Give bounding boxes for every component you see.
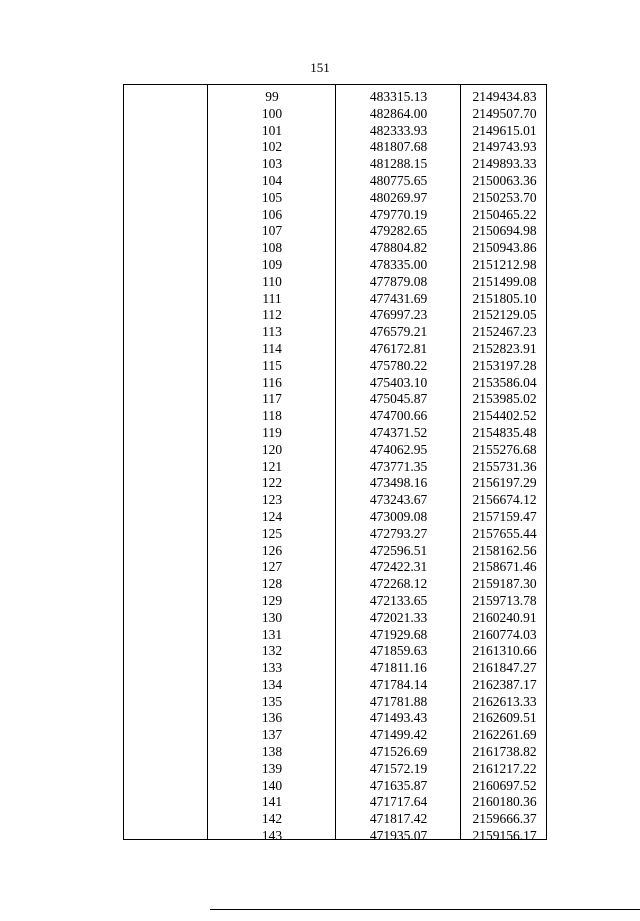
x-coordinate-cell: 477431.69	[369, 290, 428, 306]
y-coordinate-cell: 2149615.01	[472, 122, 537, 138]
y-coordinate-cell: 2154835.48	[472, 424, 537, 440]
y-coordinate-cell: 2159666.37	[472, 811, 537, 827]
x-coordinate-cell: 471817.42	[369, 811, 428, 827]
y-coordinate-cell: 2161847.27	[472, 660, 537, 676]
y-coordinate-cell: 2152823.91	[472, 340, 537, 356]
point-number-cell: 140	[261, 777, 283, 793]
x-coordinate-cell: 474062.95	[369, 441, 428, 457]
point-number-cell: 120	[261, 441, 283, 457]
point-number-cell: 136	[261, 710, 283, 726]
x-coordinate-cell: 478335.00	[369, 256, 428, 272]
y-coordinate-cell: 2159156.17	[472, 828, 537, 844]
y-coordinate-cell: 2162261.69	[472, 727, 537, 743]
point-number-cell: 104	[261, 172, 283, 188]
table-row	[124, 509, 546, 526]
page-number: 151	[310, 60, 330, 75]
point-number-cell: 107	[261, 223, 283, 239]
point-number-cell: 111	[262, 290, 282, 306]
y-coordinate-cell: 2151212.98	[472, 256, 537, 272]
point-number-cell: 126	[261, 542, 283, 558]
y-coordinate-cell: 2151805.10	[472, 290, 537, 306]
table-row	[124, 744, 546, 761]
point-number-cell: 99	[265, 89, 279, 104]
table-row	[124, 89, 546, 106]
point-number-cell: 125	[261, 525, 283, 541]
table-row	[124, 543, 546, 560]
table-row	[124, 274, 546, 291]
x-coordinate-cell: 472422.31	[369, 559, 428, 575]
table-body	[124, 89, 546, 845]
table-row	[124, 677, 546, 694]
point-number-cell: 114	[262, 340, 282, 356]
y-coordinate-cell: 2159713.78	[472, 592, 537, 608]
table-row	[124, 324, 546, 341]
x-coordinate-cell: 473243.67	[369, 492, 428, 508]
table-row	[124, 761, 546, 778]
x-coordinate-cell: 475403.10	[369, 374, 428, 390]
x-coordinate-cell: 476579.21	[369, 324, 428, 340]
x-coordinate-cell: 477879.08	[369, 273, 428, 289]
table-row	[124, 694, 546, 711]
y-coordinate-cell: 2153586.04	[472, 374, 537, 390]
table-row	[124, 358, 546, 375]
point-number-cell: 115	[262, 357, 282, 373]
x-coordinate-cell: 471859.63	[369, 643, 428, 659]
table-row	[124, 459, 546, 476]
table-row	[124, 375, 546, 392]
x-coordinate-cell: 483315.13	[369, 89, 428, 104]
y-coordinate-cell: 2149507.70	[472, 105, 537, 121]
point-number-cell: 141	[261, 794, 283, 810]
point-number-cell: 127	[261, 559, 283, 575]
point-number-cell: 130	[261, 609, 283, 625]
y-coordinate-cell: 2150943.86	[472, 240, 537, 256]
point-number-cell: 103	[261, 156, 283, 172]
table-row	[124, 475, 546, 492]
x-coordinate-cell: 472268.12	[369, 576, 428, 592]
x-coordinate-cell: 471572.19	[369, 760, 428, 776]
table-row	[124, 173, 546, 190]
x-coordinate-cell: 471717.64	[369, 794, 428, 810]
table-row	[124, 291, 546, 308]
table-row	[124, 123, 546, 140]
y-coordinate-cell: 2162387.17	[472, 676, 537, 692]
point-number-cell: 117	[262, 391, 282, 407]
point-number-cell: 108	[261, 240, 283, 256]
x-coordinate-cell: 476172.81	[369, 340, 428, 356]
y-coordinate-cell: 2150063.36	[472, 172, 537, 188]
y-coordinate-cell: 2155276.68	[472, 441, 537, 457]
y-coordinate-cell: 2149743.93	[472, 139, 537, 155]
point-number-cell: 138	[261, 744, 283, 760]
x-coordinate-cell: 472596.51	[369, 542, 428, 558]
x-coordinate-cell: 474371.52	[369, 424, 428, 440]
table-row	[124, 106, 546, 123]
y-coordinate-cell: 2157655.44	[472, 525, 537, 541]
table-row	[124, 660, 546, 677]
table-row	[124, 778, 546, 795]
x-coordinate-cell: 471935.07	[369, 828, 428, 844]
point-number-cell: 131	[261, 626, 283, 642]
y-coordinate-cell: 2155731.36	[472, 458, 537, 474]
y-coordinate-cell: 2158671.46	[472, 559, 537, 575]
y-coordinate-cell: 2153985.02	[472, 391, 537, 407]
x-coordinate-cell: 479282.65	[369, 223, 428, 239]
point-number-cell: 105	[261, 189, 283, 205]
point-number-cell: 124	[261, 508, 283, 524]
y-coordinate-cell: 2152467.23	[472, 324, 537, 340]
x-coordinate-cell: 471784.14	[369, 676, 428, 692]
table-row	[124, 391, 546, 408]
y-coordinate-cell: 2149893.33	[472, 156, 537, 172]
y-coordinate-cell: 2160180.36	[472, 794, 537, 810]
x-coordinate-cell: 475780.22	[369, 357, 428, 373]
y-coordinate-cell: 2156674.12	[472, 492, 537, 508]
table-row	[124, 190, 546, 207]
x-coordinate-cell: 471493.43	[369, 710, 428, 726]
point-number-cell: 133	[261, 660, 283, 676]
point-number-cell: 110	[262, 273, 282, 289]
point-number-cell: 116	[262, 374, 282, 390]
x-coordinate-cell: 471929.68	[369, 626, 428, 642]
table-row	[124, 408, 546, 425]
table-row	[124, 223, 546, 240]
x-coordinate-cell: 471811.16	[370, 660, 427, 676]
point-number-cell: 137	[261, 727, 283, 743]
x-coordinate-cell: 476997.23	[369, 307, 428, 323]
x-coordinate-cell: 482333.93	[369, 122, 428, 138]
coordinate-table	[123, 84, 547, 844]
point-number-cell: 112	[262, 307, 282, 323]
y-coordinate-cell: 2156197.29	[472, 475, 537, 491]
table-row	[124, 207, 546, 224]
x-coordinate-cell: 471499.42	[369, 727, 428, 743]
y-coordinate-cell: 2151499.08	[472, 273, 537, 289]
point-number-cell: 129	[261, 592, 283, 608]
y-coordinate-cell: 2157159.47	[472, 508, 537, 524]
table-row	[124, 526, 546, 543]
point-number-cell: 134	[261, 676, 283, 692]
table-row	[124, 610, 546, 627]
x-coordinate-cell: 481288.15	[369, 156, 428, 172]
y-coordinate-cell: 2160774.03	[472, 626, 537, 642]
point-number-cell: 113	[262, 324, 282, 340]
y-coordinate-cell: 2159187.30	[472, 576, 537, 592]
x-coordinate-cell: 473498.16	[369, 475, 428, 491]
table-row	[124, 240, 546, 257]
y-coordinate-cell: 2162613.33	[472, 693, 537, 709]
table-row	[124, 341, 546, 358]
y-coordinate-cell: 2161310.66	[472, 643, 537, 659]
y-coordinate-cell: 2150465.22	[472, 206, 537, 222]
table-row	[124, 559, 546, 576]
table-row	[124, 727, 546, 744]
x-coordinate-cell: 471781.88	[369, 693, 428, 709]
point-number-cell: 123	[261, 492, 283, 508]
table-row	[124, 257, 546, 274]
table-row	[124, 811, 546, 828]
point-number-cell: 106	[261, 206, 283, 222]
x-coordinate-cell: 472021.33	[369, 609, 428, 625]
y-coordinate-cell: 2161217.22	[472, 760, 537, 776]
y-coordinate-cell: 2150694.98	[472, 223, 537, 239]
y-coordinate-cell: 2162609.51	[472, 710, 537, 726]
table-row	[124, 710, 546, 727]
x-coordinate-cell: 475045.87	[369, 391, 428, 407]
x-coordinate-cell: 471635.87	[369, 777, 428, 793]
x-coordinate-cell: 471526.69	[369, 744, 428, 760]
point-number-cell: 143	[261, 828, 283, 844]
table-row	[124, 156, 546, 173]
table-row	[124, 794, 546, 811]
y-coordinate-cell: 2161738.82	[472, 744, 537, 760]
x-coordinate-cell: 473009.08	[369, 508, 428, 524]
y-coordinate-cell: 2154402.52	[472, 408, 537, 424]
y-coordinate-cell: 2149434.83	[472, 89, 537, 104]
x-coordinate-cell: 472133.65	[369, 592, 428, 608]
table-row	[124, 442, 546, 459]
table-row	[124, 593, 546, 610]
x-coordinate-cell: 472793.27	[369, 525, 428, 541]
x-coordinate-cell: 478804.82	[369, 240, 428, 256]
point-number-cell: 119	[262, 424, 282, 440]
point-number-cell: 132	[261, 643, 283, 659]
table-row	[124, 492, 546, 509]
point-number-cell: 139	[261, 760, 283, 776]
x-coordinate-cell: 482864.00	[369, 105, 428, 121]
y-coordinate-cell: 2152129.05	[472, 307, 537, 323]
point-number-cell: 122	[261, 475, 283, 491]
point-number-cell: 121	[261, 458, 283, 474]
table-row	[124, 643, 546, 660]
point-number-cell: 128	[261, 576, 283, 592]
table-row	[124, 828, 546, 845]
x-coordinate-cell: 480775.65	[369, 172, 428, 188]
point-number-cell: 109	[261, 256, 283, 272]
x-coordinate-cell: 480269.97	[369, 189, 428, 205]
x-coordinate-cell: 473771.35	[369, 458, 428, 474]
table-row	[124, 425, 546, 442]
y-coordinate-cell: 2158162.56	[472, 542, 537, 558]
y-coordinate-cell: 2153197.28	[472, 357, 537, 373]
table-row	[124, 139, 546, 156]
point-number-cell: 102	[261, 139, 283, 155]
point-number-cell: 135	[261, 693, 283, 709]
x-coordinate-cell: 481807.68	[369, 139, 428, 155]
x-coordinate-cell: 479770.19	[369, 206, 428, 222]
point-number-cell: 142	[261, 811, 283, 827]
point-number-cell: 118	[262, 408, 282, 424]
table-row	[124, 627, 546, 644]
y-coordinate-cell: 2160240.91	[472, 609, 537, 625]
bottom-rule	[210, 909, 640, 910]
point-number-cell: 101	[261, 122, 283, 138]
table-row	[124, 307, 546, 324]
y-coordinate-cell: 2160697.52	[472, 777, 537, 793]
table-row	[124, 576, 546, 593]
point-number-cell: 100	[261, 105, 283, 121]
x-coordinate-cell: 474700.66	[369, 408, 428, 424]
y-coordinate-cell: 2150253.70	[472, 189, 537, 205]
